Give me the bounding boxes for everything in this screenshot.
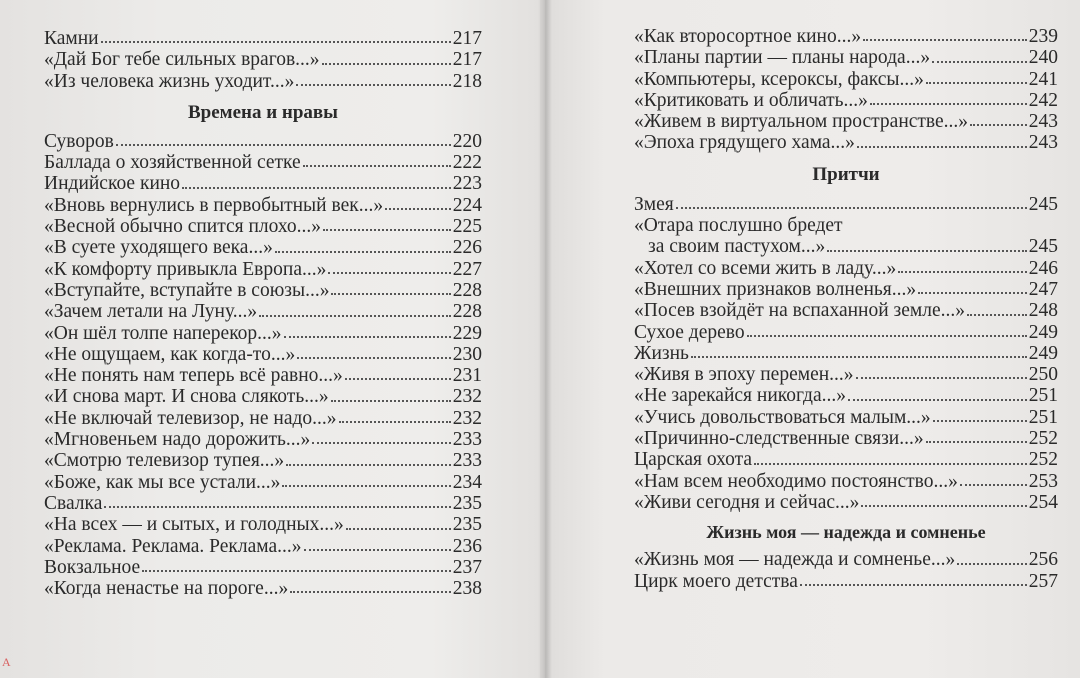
toc-entry-title: «Смотрю телевизор тупея...» [44, 450, 285, 472]
toc-entry[interactable] [44, 280, 482, 301]
leader-dots [747, 335, 1027, 337]
leader-dots [104, 506, 450, 508]
leader-dots [116, 144, 451, 146]
toc-entry-title: Свалка [44, 492, 103, 514]
leader-dots [101, 41, 451, 43]
toc-entry[interactable] [634, 26, 1058, 47]
leader-dots [676, 207, 1027, 209]
toc-entry-page: 238 [452, 578, 482, 600]
toc-entry-title: «Не ощущаем, как когда-то...» [44, 343, 296, 365]
toc-entry[interactable] [44, 323, 482, 344]
toc-entry[interactable] [44, 152, 482, 173]
toc-entry-line2[interactable] [634, 236, 1058, 257]
toc-entry-title: «Учись довольствоваться малым...» [634, 406, 931, 428]
toc-entry-page: 253 [1028, 470, 1058, 492]
toc-entry-page: 232 [452, 386, 482, 408]
toc-entry[interactable] [634, 300, 1058, 321]
toc-entry-page: 245 [1028, 236, 1058, 258]
toc-entry-page: 217 [452, 49, 482, 71]
section-title-pritchi: Притчи [812, 163, 880, 185]
toc-entry-page: 217 [452, 28, 482, 49]
leader-dots [328, 272, 450, 274]
leader-dots [296, 84, 450, 86]
toc-entry-title: Камни [44, 28, 99, 49]
right-page [540, 0, 1080, 678]
toc-entry-page: 251 [1028, 406, 1058, 428]
toc-entry-title: «Как второсортное кино...» [634, 26, 862, 47]
leader-dots [856, 377, 1027, 379]
toc-entry-page: 230 [452, 343, 482, 365]
toc-group-left-1 [44, 28, 482, 92]
toc-entry-page: 236 [452, 535, 482, 557]
toc-entry-line1[interactable] [634, 215, 1058, 236]
toc-entry-title: «И снова март. И снова слякоть...» [44, 386, 329, 408]
toc-entry-page: 249 [1028, 321, 1058, 343]
toc-entry[interactable] [634, 90, 1058, 111]
toc-entry[interactable] [634, 322, 1058, 343]
toc-entry-page: 251 [1028, 385, 1058, 407]
toc-entry-title: «Посев взойдёт на вспаханной земле...» [634, 300, 965, 322]
toc-entry-title: «Вновь вернулись в первобытный век...» [44, 194, 384, 216]
toc-entry-page: 225 [452, 216, 482, 238]
toc-entry-page: 252 [1028, 428, 1058, 450]
toc-group-right-2 [634, 258, 1058, 514]
toc-entry[interactable] [634, 385, 1058, 406]
toc-entry-title: «К комфорту привыкла Европа...» [44, 258, 327, 280]
toc-entry[interactable] [634, 132, 1058, 153]
toc-entry[interactable] [634, 492, 1058, 513]
toc-entry-page: 235 [452, 514, 482, 536]
corner-mark: A [2, 655, 11, 669]
toc-entry[interactable] [44, 173, 482, 194]
toc-entry-title: «Реклама. Реклама. Реклама...» [44, 535, 302, 557]
toc-entry[interactable] [634, 69, 1058, 90]
toc-entry-title: «Живем в виртуальном пространстве...» [634, 111, 969, 133]
toc-entry-title: Вокзальное [44, 556, 141, 578]
toc-entry[interactable] [44, 344, 482, 365]
toc-entry[interactable] [44, 195, 482, 216]
toc-group-right-1 [634, 26, 1058, 154]
toc-entry-page: 246 [1028, 257, 1058, 279]
leader-dots [331, 400, 451, 402]
leader-dots [933, 420, 1027, 422]
toc-entry-title: Царская охота [634, 449, 752, 471]
toc-entry-page: 248 [1028, 300, 1058, 322]
toc-entry-page: 218 [452, 70, 482, 92]
leader-dots [345, 378, 451, 380]
toc-entry-title: «Живи сегодня и сейчас...» [634, 491, 860, 513]
toc-entry-title: «Дай Бог тебе сильных врагов...» [44, 49, 320, 71]
toc-entry[interactable] [634, 428, 1058, 449]
toc-entry[interactable] [634, 47, 1058, 68]
toc-entry[interactable] [44, 49, 482, 70]
toc-group-left-2 [44, 131, 482, 600]
toc-entry-title: «На всех — и сытых, и голодных...» [44, 514, 344, 536]
leader-dots [754, 463, 1027, 465]
toc-entry-page: 228 [452, 301, 482, 323]
toc-entry[interactable] [634, 279, 1058, 300]
book-gutter [538, 0, 552, 678]
leader-dots [960, 484, 1027, 486]
toc-entry-title: Змея [634, 193, 674, 215]
toc-entry-title: «Не включай телевизор, не надо...» [44, 407, 337, 429]
toc-entry[interactable] [44, 514, 482, 535]
toc-entry-page: 234 [452, 471, 482, 493]
toc-entry-title: «Внешних признаков волненья...» [634, 278, 917, 300]
leader-dots [970, 124, 1027, 126]
toc-entry-page: 223 [452, 173, 482, 195]
leader-dots [331, 293, 450, 295]
toc-entry[interactable] [634, 449, 1058, 470]
toc-entry-title: «Зачем летали на Луну...» [44, 301, 258, 323]
toc-entry-page: 226 [452, 237, 482, 259]
leader-dots [290, 591, 451, 593]
toc-entry-page: 233 [452, 450, 482, 472]
leader-dots [322, 63, 451, 65]
section-title-zhizn: Жизнь моя — надежда и сомненье [706, 522, 986, 543]
toc-entry-page: 243 [1028, 111, 1058, 133]
toc-entry-title: Суворов [44, 130, 114, 152]
toc-entry[interactable] [44, 365, 482, 386]
toc-entry-title: «В суете уходящего века...» [44, 237, 273, 259]
toc-entry[interactable] [634, 258, 1058, 279]
toc-entry-page: 242 [1028, 89, 1058, 111]
toc-entry[interactable] [44, 386, 482, 407]
leader-dots [142, 570, 451, 572]
toc-entry-title: Цирк моего детства [634, 570, 798, 592]
toc-entry-title: Жизнь [634, 342, 689, 364]
toc-entry[interactable] [634, 407, 1058, 428]
toc-entry-title: «Мгновеньем надо дорожить...» [44, 429, 311, 451]
leader-dots [385, 208, 451, 210]
toc-entry-title: Баллада о хозяйственной сетке [44, 152, 301, 174]
leader-dots [848, 399, 1027, 401]
toc-entry-page: 222 [452, 152, 482, 174]
toc-entry-title: «Когда ненастье на пороге...» [44, 578, 289, 600]
toc-entry-title: «Отара послушно бредет [634, 215, 843, 237]
toc-entry[interactable] [634, 343, 1058, 364]
toc-entry-title: «Планы партии — планы народа...» [634, 47, 931, 69]
toc-entry-page: 245 [1028, 193, 1058, 215]
toc-entry[interactable] [44, 536, 482, 557]
toc-entry[interactable] [44, 578, 482, 599]
toc-entry[interactable] [634, 471, 1058, 492]
toc-entry-title: «Вступайте, вступайте в союзы...» [44, 279, 330, 301]
section-title-vremena: Времена и нравы [187, 101, 339, 123]
leader-dots [861, 505, 1026, 507]
leader-dots [259, 315, 451, 317]
leader-dots [182, 187, 451, 189]
leader-dots [857, 146, 1027, 148]
toc-entry-title: «Жизнь моя — надежда и сомненье...» [634, 549, 956, 571]
toc-entry-page: 228 [452, 279, 482, 301]
leader-dots [926, 82, 1027, 84]
leader-dots [932, 61, 1027, 63]
toc-entry[interactable] [634, 549, 1058, 570]
toc-entry[interactable] [44, 28, 482, 49]
toc-entry[interactable] [634, 571, 1058, 592]
toc-entry-title: Индийское кино [44, 173, 181, 195]
toc-entry-title: «Он шёл толпе наперекор...» [44, 322, 282, 344]
toc-entry[interactable] [44, 131, 482, 152]
leader-dots [967, 314, 1027, 316]
toc-entry-title: «Не понять нам теперь всё равно...» [44, 365, 343, 387]
toc-entry-title: «Эпоха грядущего хама...» [634, 132, 855, 154]
leader-dots [800, 584, 1027, 586]
toc-entry-page: 233 [452, 429, 482, 451]
leader-dots [870, 103, 1027, 105]
toc-entry[interactable] [44, 408, 482, 429]
toc-entry-title: «Причинно-следственные связи...» [634, 428, 924, 450]
leader-dots [323, 229, 451, 231]
toc-entry-title: «Хотел со всеми жить в ладу...» [634, 257, 897, 279]
toc-entry-page: 257 [1028, 570, 1058, 592]
toc-entry-page: 254 [1028, 491, 1058, 513]
toc-entry[interactable] [44, 557, 482, 578]
toc-entry-page: 232 [452, 407, 482, 429]
leader-dots [312, 442, 451, 444]
toc-entry-page: 256 [1028, 549, 1058, 571]
toc-entry[interactable] [44, 493, 482, 514]
leader-dots [303, 165, 451, 167]
leader-dots [346, 528, 451, 530]
toc-entry-page: 224 [452, 194, 482, 216]
toc-entry[interactable] [44, 237, 482, 258]
toc-entry-page: 239 [1028, 26, 1058, 47]
toc-entry-page: 247 [1028, 278, 1058, 300]
toc-entry[interactable] [44, 71, 482, 92]
toc-entry[interactable] [44, 301, 482, 322]
toc-entry-title: за своим пастухом...» [648, 236, 826, 258]
leader-dots [926, 441, 1027, 443]
toc-entry[interactable] [44, 472, 482, 493]
toc-entry[interactable] [634, 364, 1058, 385]
toc-entry-page: 243 [1028, 132, 1058, 154]
toc-entry[interactable] [44, 216, 482, 237]
leader-dots [957, 563, 1027, 565]
toc-entry-page: 240 [1028, 47, 1058, 69]
toc-entry-page: 252 [1028, 449, 1058, 471]
leader-dots [286, 464, 451, 466]
leader-dots [898, 271, 1027, 273]
toc-entry-title: «Критиковать и обличать...» [634, 89, 868, 111]
toc-group-right-3 [634, 549, 1058, 592]
toc-entry[interactable] [44, 429, 482, 450]
toc-entry-page: 220 [452, 130, 482, 152]
leader-dots [827, 250, 1027, 252]
leader-dots [282, 485, 450, 487]
toc-entry-title: Сухое дерево [634, 321, 745, 343]
leader-dots [275, 251, 451, 253]
toc-entry[interactable] [44, 259, 482, 280]
toc-entry-title: «Компьютеры, ксероксы, факсы...» [634, 68, 924, 90]
leader-dots [297, 357, 451, 359]
toc-entry-title: «Нам всем необходимо постоянство...» [634, 470, 958, 492]
toc-entry-page: 249 [1028, 342, 1058, 364]
toc-entry[interactable] [634, 111, 1058, 132]
toc-entry[interactable] [44, 450, 482, 471]
toc-entry-page: 235 [452, 492, 482, 514]
toc-entry-title: «Боже, как мы все устали...» [44, 471, 281, 493]
leader-dots [304, 549, 451, 551]
toc-entry-page: 241 [1028, 68, 1058, 90]
leader-dots [691, 356, 1027, 358]
toc-entry-page: 237 [452, 556, 482, 578]
toc-entry-title: «Из человека жизнь уходит...» [44, 70, 295, 92]
toc-entry-page: 231 [452, 365, 482, 387]
toc-entry-title: «Не зарекайся никогда...» [634, 385, 846, 407]
toc-entry-page: 229 [452, 322, 482, 344]
toc-entry-page: 250 [1028, 364, 1058, 386]
toc-entry-title: «Живя в эпоху перемен...» [634, 364, 854, 386]
toc-entry-title: «Весной обычно спится плохо...» [44, 216, 322, 238]
toc-entry[interactable] [634, 194, 1058, 215]
toc-entry-page: 227 [452, 258, 482, 280]
leader-dots [918, 292, 1027, 294]
leader-dots [863, 39, 1027, 41]
leader-dots [339, 421, 451, 423]
leader-dots [284, 336, 451, 338]
